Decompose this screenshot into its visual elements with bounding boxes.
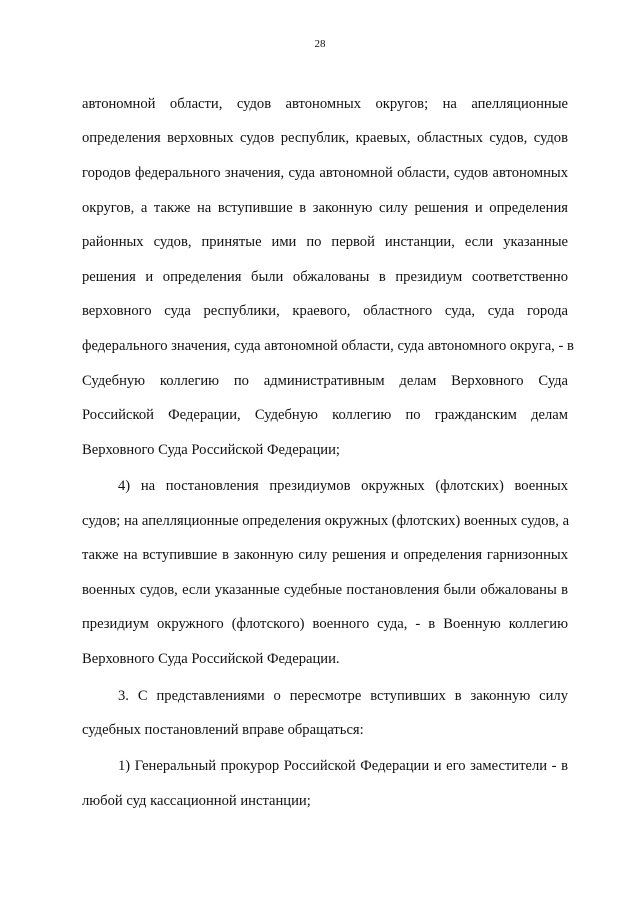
text-line: автономной области, судов автономных округов; на апелляционные	[82, 96, 568, 112]
text-line: также на вступившие в законную силу решения и определения гарнизонных	[82, 547, 568, 563]
text-line: президиум окружного (флотского) военного суда, - в Военную коллегию	[82, 616, 568, 632]
text-line: судебных постановлений вправе обращаться:	[82, 722, 364, 738]
text-line: Судебную коллегию по административным делам Верховного Суда	[82, 373, 568, 389]
text-line: определения верховных судов республик, краевых, областных судов, судов	[82, 130, 568, 146]
paragraph-start: 4) на постановления президиумов окружных (флотских) военных	[118, 478, 568, 494]
text-line: Верховного Суда Российской Федерации;	[82, 442, 340, 458]
text-line: военных судов, если указанные судебные постановления были обжалованы в	[82, 582, 568, 598]
text-line: федерального значения, суда автономной области, суда автономного округа, - в	[82, 338, 574, 354]
text-line: судов; на апелляционные определения окружных (флотских) военных судов, а	[82, 513, 570, 529]
text-line: районных судов, принятые ими по первой инстанции, если указанные	[82, 234, 568, 250]
paragraph-start: 1) Генеральный прокурор Российской Федерации и его заместители - в	[118, 758, 568, 774]
text-line: Верховного Суда Российской Федерации.	[82, 651, 340, 667]
text-line: округов, а также на вступившие в законную силу решения и определения	[82, 200, 568, 216]
page-number: 28	[314, 38, 326, 50]
text-line: верховного суда республики, краевого, областного суда, суда города	[82, 303, 568, 319]
text-line: решения и определения были обжалованы в президиум соответственно	[82, 269, 568, 285]
paragraph-start: 3. С представлениями о пересмотре вступивших в законную силу	[118, 688, 568, 704]
text-line: любой суд кассационной инстанции;	[82, 793, 311, 809]
text-line: Российской Федерации, Судебную коллегию по гражданским делам	[82, 407, 568, 423]
text-line: городов федерального значения, суда автономной области, судов автономных	[82, 165, 568, 181]
